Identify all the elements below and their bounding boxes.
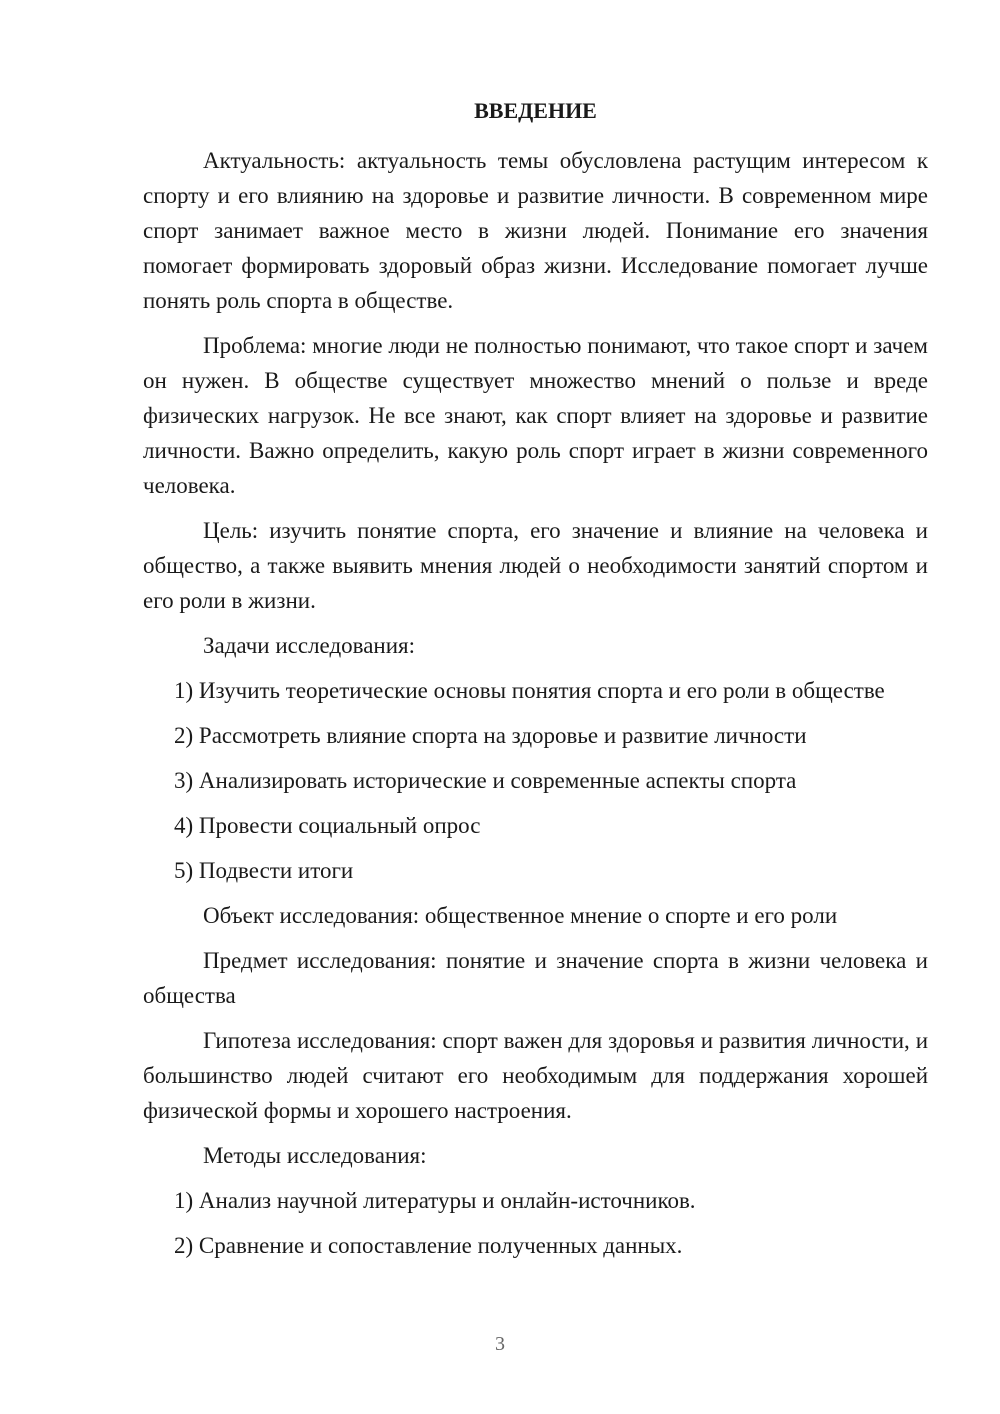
hypothesis-paragraph: Гипотеза исследования: спорт важен для здоровья и развития личности, и большинство людей считают его необходимым для поддержания хорошей физической формы и хорошего настроения. [143,1028,928,1123]
relevance-paragraph: Актуальность: актуальность темы обусловлена растущим интересом к спорту и его влиянию на здоровье и развитие личности. В современном мире спорт занимает важное место в жизни людей. Понимание его значения помогает формировать здоровый образ жизни. Исследование помогает лучше понять роль спорта в обществе. [143,148,928,313]
task-item: 2) Рассмотреть влияние спорта на здоровье и развитие личности [174,723,807,748]
subject-paragraph: Предмет исследования: понятие и значение спорта в жизни человека и общества [143,948,928,1008]
task-item: 5) Подвести итоги [174,858,354,883]
task-item: 1) Изучить теоретические основы понятия спорта и его роли в обществе [174,678,885,703]
task-item: 4) Провести социальный опрос [174,813,481,838]
goal-paragraph: Цель: изучить понятие спорта, его значение и влияние на человека и общество, а также выявить мнения людей о необходимости занятий спортом и его роли в жизни. [143,518,928,613]
method-item: 1) Анализ научной литературы и онлайн-источников. [174,1188,696,1213]
page-body [143,96,928,1273]
page-title: ВВЕДЕНИЕ [474,98,597,123]
object-paragraph: Объект исследования: общественное мнение о спорте и его роли [203,903,838,928]
methods-heading: Методы исследования: [203,1143,427,1168]
page-number: 3 [495,1333,505,1355]
problem-paragraph: Проблема: многие люди не полностью понимают, что такое спорт и зачем он нужен. В обществе существует множество мнений о пользе и вреде физических нагрузок. Не все знают, как спорт влияет на здоровье и развитие личности. Важно определить, какую роль спорт играет в жизни современного человека. [143,333,928,498]
tasks-heading: Задачи исследования: [203,633,416,658]
method-item: 2) Сравнение и сопоставление полученных данных. [174,1233,683,1258]
task-item: 3) Анализировать исторические и современные аспекты спорта [174,768,797,793]
